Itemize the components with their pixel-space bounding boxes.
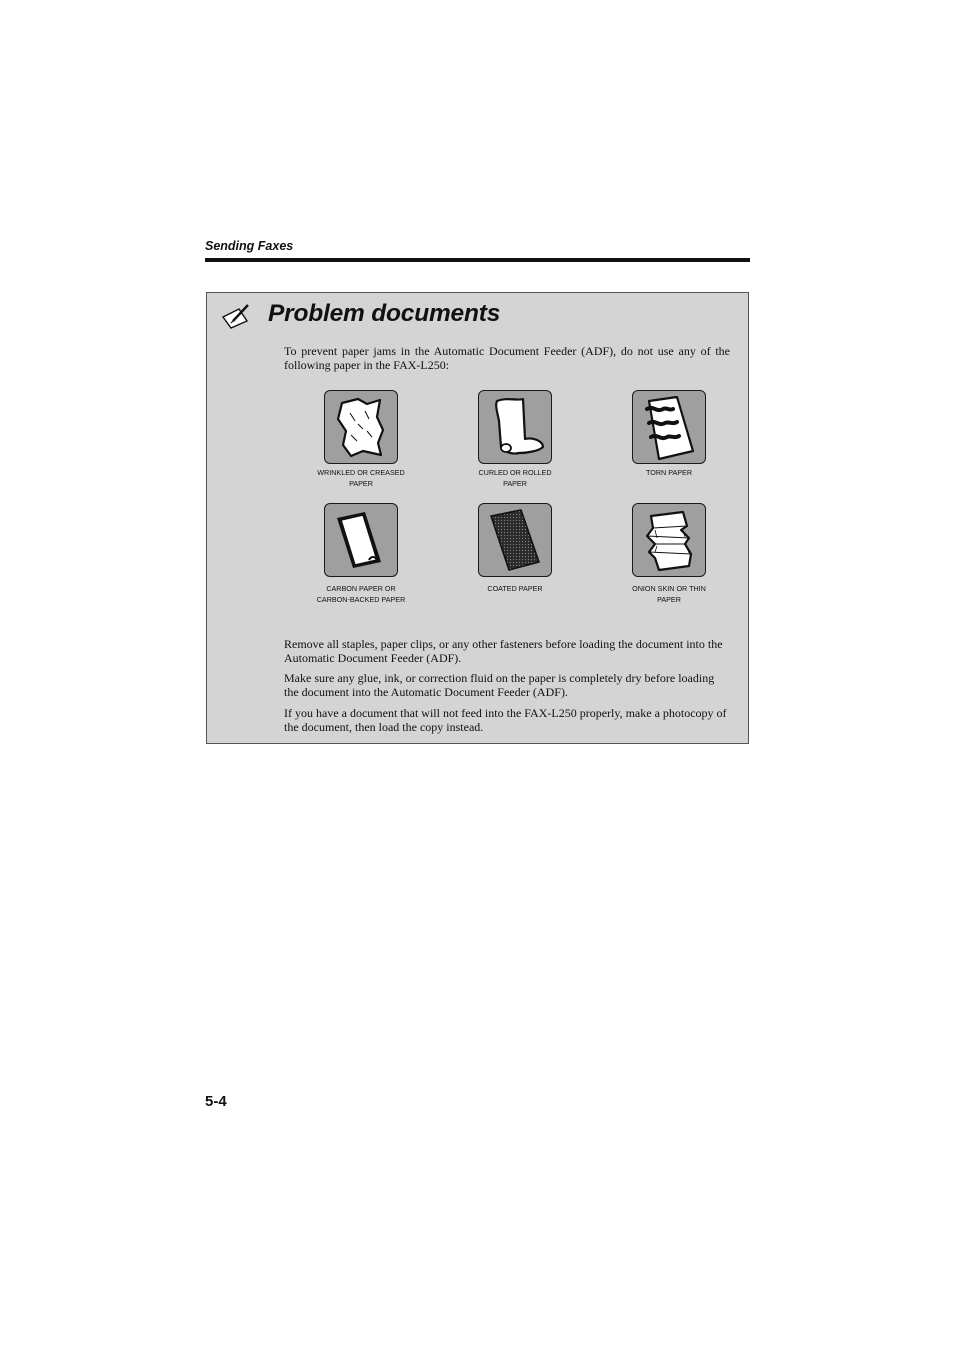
section-header: Sending Faxes — [205, 239, 294, 253]
caption-carbon: CARBON PAPER OR CARBON-BACKED PAPER — [316, 584, 406, 604]
paper-tile-coated — [478, 503, 552, 577]
caption-torn: TORN PAPER — [645, 468, 693, 477]
carbon-paper-icon — [325, 504, 397, 576]
page-number: 5-4 — [205, 1093, 227, 1110]
onion-skin-paper-icon — [633, 504, 705, 576]
note-pencil-icon — [221, 303, 251, 329]
note-title: Problem documents — [268, 300, 501, 327]
caption-wrinkled: WRINKLED OR CREASED PAPER — [317, 468, 405, 488]
paragraph-remove-fasteners: Remove all staples, paper clips, or any other fasteners before loading the document into the Automatic Document Feeder (ADF). — [284, 637, 723, 665]
caption-coated: COATED PAPER — [487, 584, 543, 593]
caption-curled: CURLED OR ROLLED PAPER — [478, 468, 552, 488]
header-rule — [205, 258, 750, 262]
curled-paper-icon — [479, 391, 551, 463]
paper-tile-carbon — [324, 503, 398, 577]
paper-tile-onion-skin — [632, 503, 706, 577]
wrinkled-paper-icon — [325, 391, 397, 463]
note-box — [206, 292, 749, 744]
torn-paper-icon — [633, 391, 705, 463]
caption-onion-skin: ONION SKIN OR THIN PAPER — [632, 584, 706, 604]
intro-text: To prevent paper jams in the Automatic Document Feeder (ADF), do not use any of the following paper in the FAX-L250: — [284, 344, 730, 372]
paragraph-dry-ink: Make sure any glue, ink, or correction fluid on the paper is completely dry before loading the document into the Automatic Document Feeder (ADF). — [284, 671, 715, 699]
paragraph-photocopy: If you have a document that will not feed into the FAX-L250 properly, make a photocopy of the document, then load the copy instead. — [284, 706, 727, 734]
paper-tile-torn — [632, 390, 706, 464]
paper-tile-wrinkled — [324, 390, 398, 464]
paper-tile-curled — [478, 390, 552, 464]
coated-paper-icon — [479, 504, 551, 576]
